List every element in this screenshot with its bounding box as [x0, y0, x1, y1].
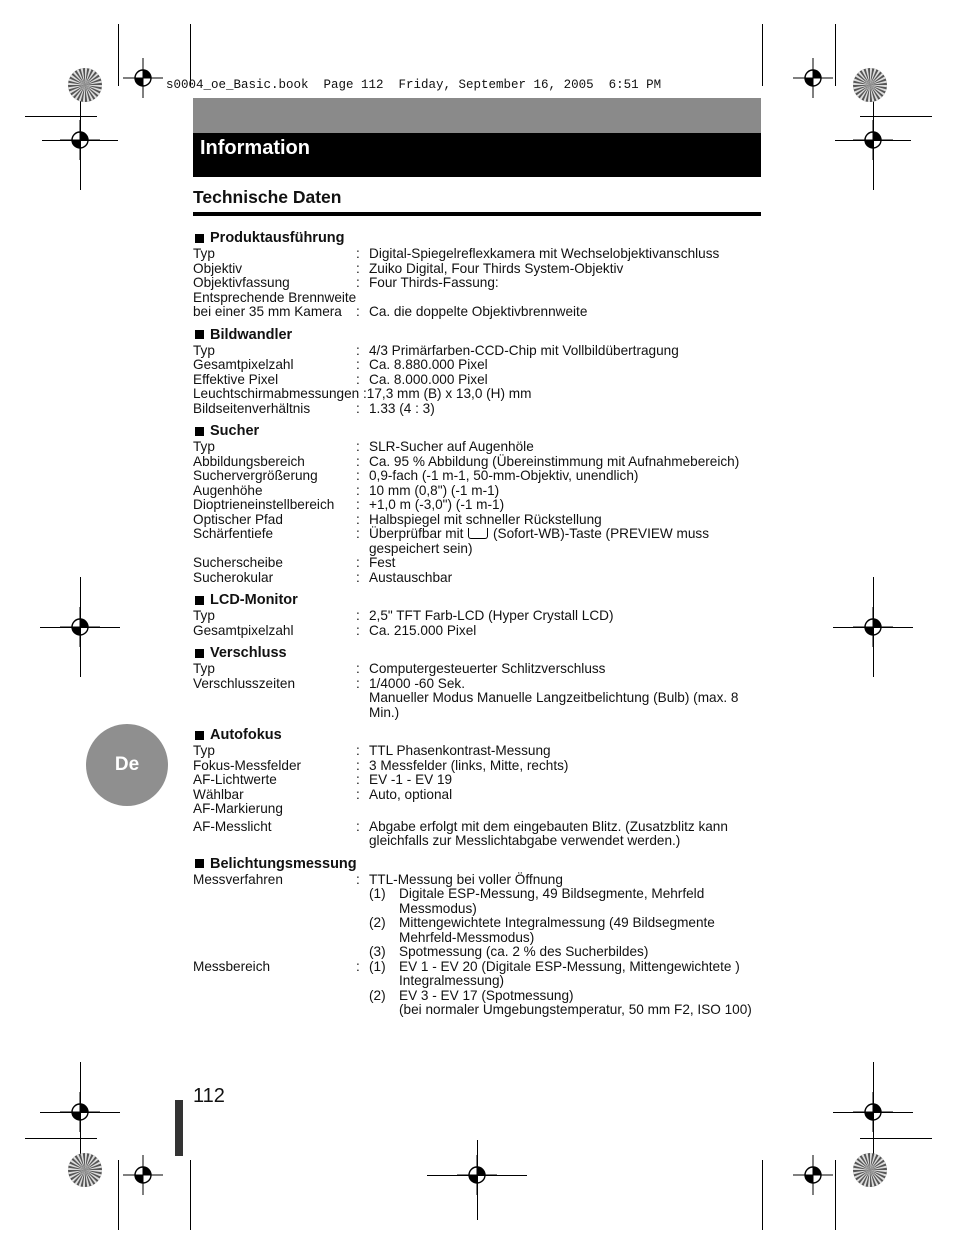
spec-value [369, 358, 765, 373]
spec-label: AF-Messlicht [193, 818, 272, 834]
section-rule [193, 212, 761, 216]
spec-group-title [193, 726, 765, 744]
spec-sub-item [369, 945, 765, 960]
spec-value [369, 571, 765, 586]
spec-group [193, 229, 765, 320]
color-registration-target-icon [67, 67, 103, 103]
spec-group-title [193, 644, 765, 662]
spec-group-title [193, 229, 765, 247]
spec-group-title [193, 591, 765, 609]
crop-line [427, 1175, 527, 1176]
spec-value [369, 373, 765, 388]
spec-row [193, 788, 765, 803]
spec-value [369, 773, 765, 788]
square-bullet-icon [195, 427, 204, 436]
spec-value-text: TTL-Messung bei voller Öffnung [369, 871, 563, 887]
spec-label: Typ [193, 743, 215, 758]
spec-value [369, 609, 765, 624]
square-bullet-icon [195, 596, 204, 605]
spec-label: Suchervergrößerung [193, 468, 318, 483]
spec-sub-item [369, 960, 765, 989]
spec-colon: : [356, 453, 360, 469]
spec-colon: : [356, 468, 360, 483]
spec-row [193, 247, 765, 262]
spec-value [369, 469, 765, 484]
square-bullet-icon [195, 330, 204, 339]
spec-row [193, 873, 765, 960]
spec-group-title-text: Autofokus [210, 727, 282, 743]
spec-label: AF-Lichtwerte [193, 772, 277, 787]
spec-colon: : [356, 622, 360, 638]
spec-colon: : [356, 260, 360, 276]
spec-colon: : [356, 371, 360, 387]
spec-group-title-text: Bildwandler [210, 326, 293, 343]
spec-value-text: EV -1 - EV 19 [369, 772, 453, 787]
spec-colon: : [356, 304, 360, 319]
spec-label: Typ [193, 439, 215, 454]
spec-value [369, 820, 765, 849]
crop-line [835, 1160, 836, 1230]
spec-label: Objektivfassung [193, 275, 290, 290]
spec-group-title [193, 326, 765, 344]
spec-colon: : [356, 357, 360, 372]
spec-label: Effektive Pixel [193, 371, 279, 387]
spec-row [193, 662, 765, 677]
spec-row [193, 305, 765, 320]
spec-row [193, 677, 765, 721]
spec-sub-number: (2) [369, 987, 386, 1003]
spec-label: Entsprechende Brennweite [193, 289, 357, 305]
crop-line [40, 627, 120, 628]
spec-row [193, 455, 765, 470]
crop-line [42, 140, 118, 141]
spec-label: Schärfentiefe [193, 526, 274, 541]
spec-row [193, 960, 765, 1018]
spec-row [193, 744, 765, 759]
spec-value [369, 484, 765, 499]
spec-sub-number: (2) [369, 915, 386, 930]
spec-group [193, 644, 765, 720]
spec-colon: : [356, 569, 360, 585]
crop-line [25, 1138, 97, 1139]
spec-colon: : [356, 482, 360, 498]
spec-row [193, 262, 765, 277]
spec-row [193, 291, 765, 306]
crop-line [873, 95, 874, 190]
spec-label: Optischer Pfad [193, 511, 283, 527]
spec-sub-text: Digitale ESP-Messung, 49 Bildsegmente, Mehrfeld Messmodus) [399, 886, 705, 916]
spec-colon: : [356, 275, 360, 290]
section-title: Technische Daten [193, 187, 342, 207]
spec-value-text: Abgabe erfolgt mit dem eingebauten Blitz. (Zusatzblitz kann gleichfalls zur Messlichtabgabe verwendet werden.) [369, 818, 728, 848]
page-number: 112 [193, 1085, 225, 1107]
spec-row [193, 358, 765, 373]
spec-row [193, 387, 765, 402]
spec-label: Messverfahren [193, 871, 283, 887]
spec-value-text: SLR-Sucher auf Augenhöle [369, 439, 534, 454]
crop-line [80, 1062, 81, 1157]
spec-value-text: +1,0 m (-3,0") (-1 m-1) [369, 497, 505, 512]
spec-value [369, 247, 765, 262]
spec-label: Gesamtpixelzahl [193, 622, 294, 638]
spec-row [193, 344, 765, 359]
spec-row [193, 276, 765, 291]
spec-row [193, 484, 765, 499]
spec-label: Gesamtpixelzahl [193, 357, 294, 372]
spec-group-title [193, 855, 765, 873]
spec-sub-item [369, 989, 765, 1018]
spec-row [193, 773, 765, 788]
spec-colon: : [356, 958, 360, 974]
spec-value [369, 276, 765, 291]
spec-group-title-text: LCD-Monitor [210, 592, 298, 608]
spec-label: Abbildungsbereich [193, 453, 305, 469]
language-tab [86, 724, 168, 806]
spec-colon: : [356, 246, 360, 261]
spec-group [193, 591, 765, 638]
crop-line [190, 24, 191, 86]
spec-value-text: TTL Phasenkontrast-Messung [369, 743, 551, 758]
spec-value-text: 2,5" TFT Farb-LCD (Hyper Crystall LCD) [369, 608, 614, 623]
spec-label: AF-Markierung [193, 801, 283, 816]
spec-value-text: 4/3 Primärfarben-CCD-Chip mit Vollbildübertragung [369, 342, 679, 358]
spec-value-pre: Überprüfbar mit [369, 526, 464, 541]
spec-value-text: 1/4000 -60 Sek. Manueller Modus Manuelle Langzeitbelichtung (Bulb) (max. 8 Min.) [369, 675, 739, 720]
spec-value-text: Ca. 215.000 Pixel [369, 622, 477, 638]
spec-label: Leuchtschirmabmessungen :17,3 mm (B) x 13,0 (H) mm [193, 386, 532, 401]
spec-value-text: Auto, optional [369, 786, 453, 802]
spec-sub-number: (1) [369, 958, 386, 974]
spec-colon: : [356, 497, 360, 512]
crop-line [40, 1112, 120, 1113]
crop-line [477, 1140, 478, 1220]
spec-value [369, 513, 765, 528]
white-balance-icon [468, 528, 488, 539]
spec-value-text: Ca. die doppelte Objektivbrennweite [369, 304, 588, 319]
square-bullet-icon [195, 731, 204, 740]
spec-value-text: 0,9-fach (-1 m-1, 50-mm-Objektiv, unendlich) [369, 468, 639, 483]
crop-line [25, 116, 97, 117]
square-bullet-icon [195, 234, 204, 243]
square-bullet-icon [195, 649, 204, 658]
spec-colon: : [356, 608, 360, 623]
spec-group-title-text: Belichtungsmessung [210, 855, 357, 872]
spec-row [193, 609, 765, 624]
spec-colon: : [356, 400, 360, 416]
spec-colon: : [356, 818, 360, 834]
spec-sub-item [369, 887, 765, 916]
color-registration-target-icon [67, 1152, 103, 1188]
crop-line [762, 1160, 763, 1230]
spec-value [369, 873, 765, 960]
spec-row [193, 402, 765, 417]
spec-value-text: Austauschbar [369, 569, 453, 585]
crop-line [833, 1112, 913, 1113]
spec-label: Dioptrieneinstellbereich [193, 497, 335, 512]
spec-row [193, 556, 765, 571]
registration-crosshair-icon [793, 1155, 833, 1195]
spec-colon: : [356, 786, 360, 802]
crop-line [762, 24, 763, 86]
spec-label: Typ [193, 342, 215, 358]
crop-line [835, 24, 836, 86]
spec-value-text: Four Thirds-Fassung: [369, 275, 499, 290]
spec-value-text: Digital-Spiegelreflexkamera mit Wechselobjektivanschluss [369, 246, 720, 261]
spec-group [193, 855, 765, 1018]
crop-line [118, 24, 119, 86]
spec-value [369, 677, 765, 721]
color-registration-target-icon [852, 1152, 888, 1188]
spec-sub-number: (1) [369, 886, 386, 901]
spec-value [369, 527, 765, 556]
spec-row [193, 513, 765, 528]
print-slug-line: s0004_oe_Basic.book Page 112 Friday, September 16, 2005 6:51 PM [166, 78, 662, 92]
spec-label: Objektiv [193, 260, 243, 276]
spec-label: Messbereich [193, 958, 271, 974]
spec-row [193, 469, 765, 484]
spec-value [369, 440, 765, 455]
spec-row [193, 802, 765, 817]
spec-value-text: Zuiko Digital, Four Thirds System-Objektiv [369, 260, 624, 276]
spec-value-text: Ca. 95 % Abbildung (Übereinstimmung mit Aufnahmebereich) [369, 453, 740, 469]
spec-value-text: 3 Messfelder (links, Mitte, rechts) [369, 757, 569, 773]
square-bullet-icon [195, 859, 204, 868]
spec-colon: : [356, 661, 360, 676]
spec-label: Typ [193, 608, 215, 623]
spec-row [193, 759, 765, 774]
spec-value-text: 1.33 (4 : 3) [369, 400, 435, 416]
crop-line [873, 1062, 874, 1157]
chapter-title: Information [200, 137, 310, 159]
spec-group-title-text: Produktausführung [210, 230, 345, 246]
spec-colon: : [356, 439, 360, 454]
spec-group-title-text: Sucher [210, 423, 260, 439]
spec-value [369, 344, 765, 359]
spec-value [369, 744, 765, 759]
spec-sub-text: Spotmessung (ca. 2 % des Sucherbildes) [399, 944, 649, 959]
spec-value [369, 624, 765, 639]
spec-colon: : [356, 342, 360, 358]
crop-line [860, 116, 932, 117]
color-registration-target-icon [852, 67, 888, 103]
spec-sub-number: (3) [369, 944, 386, 959]
spec-group [193, 326, 765, 417]
spec-value-text: Ca. 8.880.000 Pixel [369, 357, 488, 372]
spec-sub-text: EV 3 - EV 17 (Spotmessung) (bei normaler Umgebungstemperatur, 50 mm F2, ISO 100) [399, 987, 752, 1017]
spec-value [369, 788, 765, 803]
spec-group-title-text: Verschluss [210, 645, 287, 661]
spec-group-title [193, 422, 765, 440]
spec-sub-text: Mittengewichtete Integralmessung (49 Bildsegmente Mehrfeld-Messmodus) [399, 915, 715, 945]
spec-value [369, 402, 765, 417]
spec-value [369, 455, 765, 470]
spec-colon: : [356, 675, 360, 691]
spec-colon: : [356, 526, 360, 541]
spec-colon: : [356, 871, 360, 887]
registration-crosshair-icon [123, 58, 163, 98]
crop-line [190, 1160, 191, 1230]
crop-line [833, 627, 913, 628]
spec-value-text: Computergesteuerter Schlitzverschluss [369, 661, 606, 676]
spec-label: Sucherscheibe [193, 555, 283, 570]
spec-sub-item [369, 916, 765, 945]
spec-value [369, 662, 765, 677]
spec-row [193, 820, 765, 849]
language-tab-label: De [114, 754, 140, 775]
page-number-bar [175, 1100, 183, 1156]
spec-label: Wählbar [193, 786, 244, 802]
spec-value [369, 960, 765, 1018]
registration-crosshair-icon [123, 1155, 163, 1195]
spec-label: Sucherokular [193, 569, 274, 585]
spec-row [193, 527, 765, 556]
spec-value-text: 10 mm (0,8") (-1 m-1) [369, 482, 500, 498]
spec-group [193, 726, 765, 849]
spec-colon: : [356, 743, 360, 758]
spec-group [193, 422, 765, 585]
spec-colon: : [356, 555, 360, 570]
spec-value [369, 759, 765, 774]
spec-value-text: (Sofort-WB)-Taste (PREVIEW muss gespeichert sein) [369, 526, 710, 556]
crop-line [118, 1160, 119, 1230]
spec-value [369, 556, 765, 571]
header-band [193, 98, 761, 133]
crop-line [835, 140, 911, 141]
crop-line [860, 1138, 932, 1139]
crop-line [80, 95, 81, 190]
spec-row [193, 373, 765, 388]
spec-label: Fokus-Messfelder [193, 757, 302, 773]
spec-row [193, 571, 765, 586]
spec-row [193, 440, 765, 455]
spec-sub-text: EV 1 - EV 20 (Digitale ESP-Messung, Mittengewichtete ) Integralmessung) [399, 958, 740, 988]
spec-value-text: Halbspiegel mit schneller Rückstellung [369, 511, 602, 527]
spec-value [369, 498, 765, 513]
spec-content [193, 229, 765, 1024]
spec-value [369, 262, 765, 277]
spec-row [193, 624, 765, 639]
registration-crosshair-icon [793, 58, 833, 98]
spec-value-text: Ca. 8.000.000 Pixel [369, 371, 488, 387]
spec-row [193, 498, 765, 513]
spec-label: Typ [193, 246, 215, 261]
spec-label: Augenhöhe [193, 482, 263, 498]
spec-label: Verschlusszeiten [193, 675, 296, 691]
spec-label: bei einer 35 mm Kamera [193, 304, 342, 319]
spec-value [369, 305, 765, 320]
spec-colon: : [356, 511, 360, 527]
spec-value-text: Fest [369, 555, 396, 570]
spec-colon: : [356, 757, 360, 773]
spec-label: Typ [193, 661, 215, 676]
spec-label: Bildseitenverhältnis [193, 400, 311, 416]
spec-colon: : [356, 772, 360, 787]
